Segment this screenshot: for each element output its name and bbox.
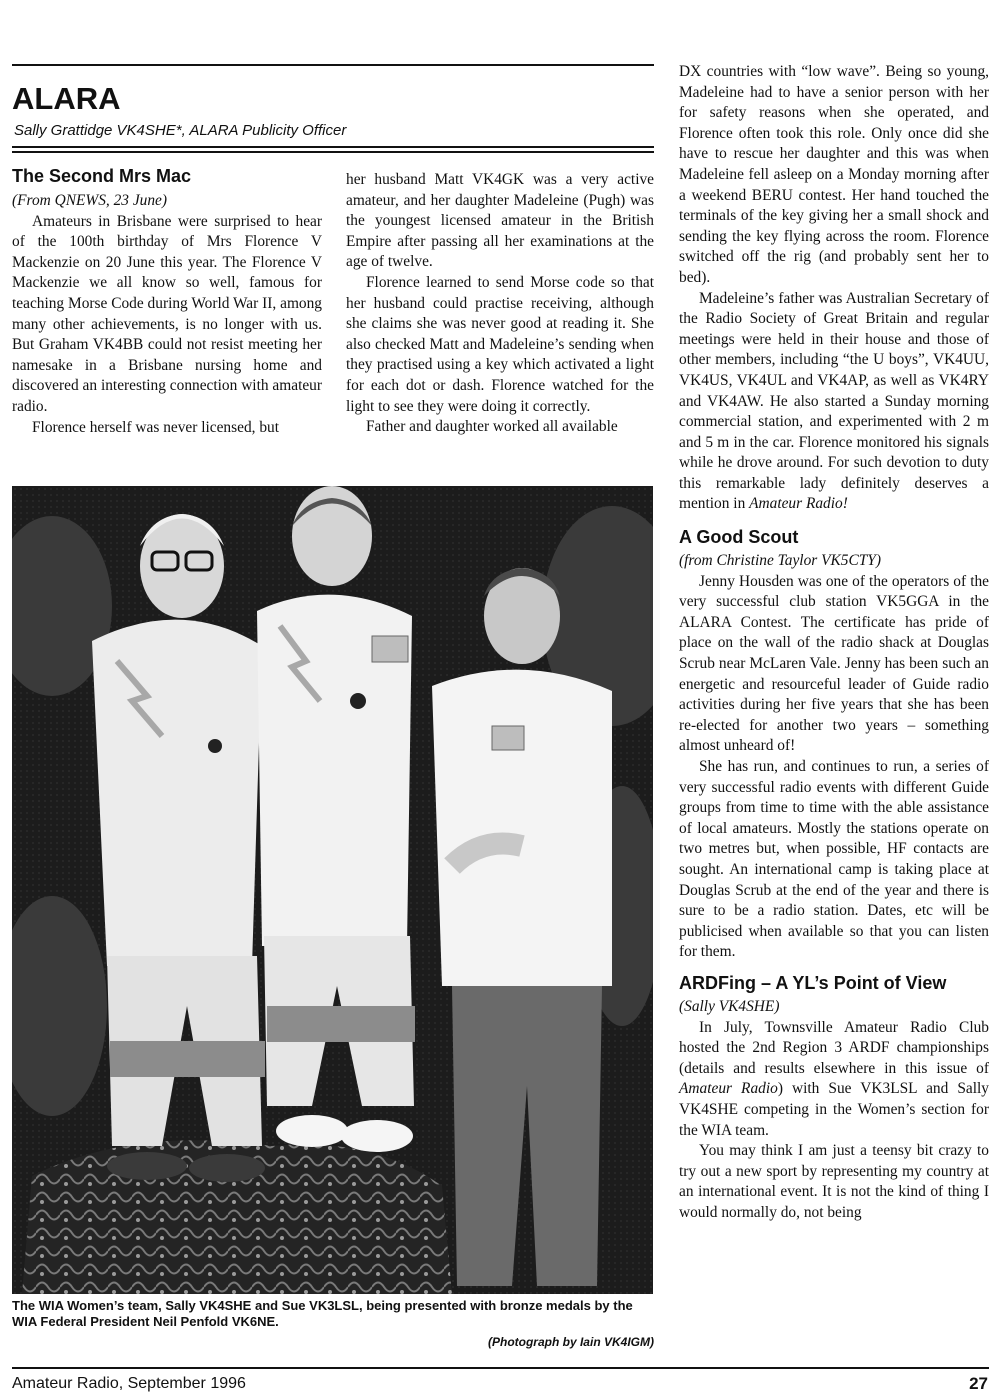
team-photograph: [12, 486, 653, 1294]
paragraph: Father and daughter worked all available: [366, 418, 618, 436]
section-title: ALARA: [12, 81, 121, 116]
footer-rule: [12, 1367, 989, 1369]
paragraph: her husband Matt VK4GK was a very active amateur, and her daughter Madeleine (Pugh) was the youngest licensed amateur in the British Empire after passing all her examinations at the age of twelve.: [346, 171, 654, 271]
article-source: (Sally VK4SHE): [679, 997, 780, 1015]
article-body: [12, 212, 322, 439]
article-ardfing-body: [679, 1018, 989, 1224]
paragraph: Amateurs in Brisbane were surprised to hear of the 100th birthday of Mrs Florence V Mackenzie on 20 June this year. The Florence V Mackenzie we all know so well, famous for teaching Morse Code during World War II, among many other achievements, is no longer with us. But Graham VK4BB could not resist meeting her namesake in a Brisbane nursing home and discovered an interesting connection with amateur radio.: [12, 212, 322, 415]
right-column: [679, 62, 989, 1223]
paragraph: Madeleine’s father was Australian Secretary of the Radio Society of Great Britain and regular meetings were held in their house and those of other members, including “the U boys”, VK4UU, VK4US, VK4UL and VK4AP, as well as VK4RY and VK4AW. He also started a Sunday morning commercial station, and experimented with 2 m and 5 m in the car. Florence monitored his signals while he drove around. For such devotion to duty this remarkable lady definitely deserves a mention in Amateur Radio!: [679, 289, 989, 513]
publication-name: Amateur Radio!: [749, 495, 848, 513]
photo-caption: The WIA Women’s team, Sally VK4SHE and Sue VK3LSL, being presented with bronze medals by the WIA Federal President Neil Penfold VK6NE.: [12, 1298, 633, 1329]
photo-illustration: [12, 486, 653, 1294]
paragraph: Florence learned to send Morse code so that her husband could practise receiving, although she claims she was never good at reading it. She also checked Matt and Madeleine’s sending when they practised using a key which activated a light for each dot or dash. Florence watched for the light to see they were doing it correctly.: [346, 273, 654, 415]
article-title: A Good Scout: [679, 527, 799, 548]
photo-credit: (Photograph by Iain VK4IGM): [487, 1335, 654, 1349]
article-title: ARDFing – A YL’s Point of View: [679, 972, 947, 993]
article-source: (from Christine Taylor VK5CTY): [679, 552, 881, 570]
header-double-rule-1: [12, 146, 654, 148]
paragraph: Jenny Housden was one of the operators of the very successful club station VK5GGA in the ALARA Contest. The certificate has pride of place on the wall of the radio shack at Douglas Scrub near McLaren Vale. Jenny has been such an energetic and resourceful leader of Guide radio activities during her five years that she has been re-elected for another two years – something almost unheard of!: [679, 572, 989, 755]
section-byline: Sally Grattidge VK4SHE*, ALARA Publicity Officer: [14, 122, 347, 139]
article-source: (From QNEWS, 23 June): [12, 192, 168, 209]
article-continuation: [679, 62, 989, 515]
paragraph: In July, Townsville Amateur Radio Club hosted the 2nd Region 3 ARDF championships (details and results elsewhere in this issue of Amateur Radio) with Sue VK3LSL and Sally VK4SHE competing in the Women’s section for the WIA team.: [679, 1018, 989, 1139]
header-top-rule: [12, 64, 654, 66]
publication-name: Amateur Radio: [679, 1080, 778, 1098]
article-second-mrs-mac-col2: [346, 170, 654, 438]
paragraph: You may think I am just a teensy bit crazy to try out a new sport by representing my country at an international event. It is not the kind of thing I would normally do, not being: [679, 1142, 989, 1221]
footer-publication: Amateur Radio, September 1996: [12, 1375, 246, 1392]
page-number: 27: [969, 1374, 988, 1393]
article-title: The Second Mrs Mac: [12, 166, 192, 186]
paragraph: DX countries with “low wave”. Being so young, Madeleine had to have a senior person with her for safety reasons when she operated, and Florence often took this role. Only once did she have to rescue her daughter and this was when Madeleine fell asleep on a Monday morning after a weekend BERU contest. Her hand touched the terminals of the key giving her a small shock and sending the key flying across the room. Florence switched off the rig (and probably sent her to bed).: [679, 63, 989, 286]
paragraph: She has run, and continues to run, a series of very successful radio events with different Guide groups from time to time with the able assistance of local amateurs. Mostly the stations operate on two metres but, when possible, HF contacts are sought. An international camp is taking place at Douglas Scrub at the end of the year and there is sure to be a radio station. Dates, etc will be publicised when available so that you can listen for them.: [679, 758, 989, 961]
article-second-mrs-mac-col1: [12, 166, 322, 438]
paragraph: Florence herself was never licensed, but: [32, 418, 280, 436]
article-good-scout-body: [679, 572, 989, 963]
header-double-rule-2: [12, 151, 654, 153]
